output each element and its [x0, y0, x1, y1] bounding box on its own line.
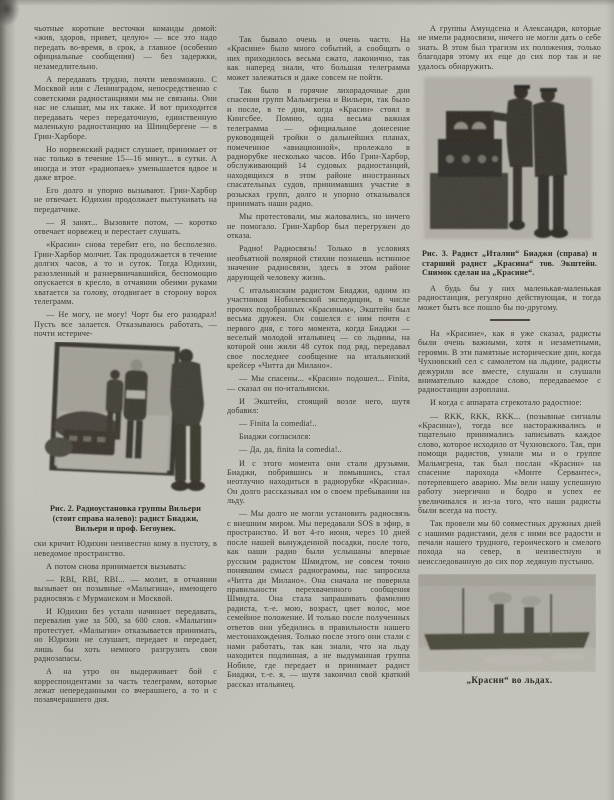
figure-ship-caption: „Красин“ во льдах. [466, 675, 553, 686]
figure-ship-photo [418, 574, 596, 672]
paragraph: А будь бы у них маленькая-маленькая радиостанция, регулярно действующая, и тогда может быть все пошло бы по-другому. [418, 283, 601, 312]
figure-2 [34, 342, 217, 533]
column-2 [227, 0, 410, 800]
paragraph: — RBI, RBI, RBI... — молит, в отчаянии вызывает он позывные «Малыгина», имеющего радиосвязь с Мурманском и Москвой. [34, 574, 217, 603]
paragraph: Но норвежский радист слушает, принимает от нас только в течение 15—16 минут... в сутки. А иногда и этот «радиопаек» уменьшается вдвое и даже втрое. [34, 144, 217, 182]
paragraph: И Юдихин без устали начинает передавать, перевалив уже за 500, за 600 слов. «Малыгин» протестует. «Малыгин» отказывается принимать, но Юдихин не слушает, передает и передает, лишь бы хоть немного разгрузить свои радиозапасы. [34, 606, 217, 664]
column-1 [34, 0, 217, 800]
paragraph: А потом снова принимается вызывать: [46, 561, 187, 571]
paragraph: — Да, да, finita la comedia!.. [239, 445, 342, 455]
figure-2-caption: Рис. 2. Радиоустановка группы Вильери (стоят справа налево): радист Биаджи, Вильери и проф. Бегоунек. [50, 504, 201, 533]
paragraph: На «Красине», как я уже сказал, радисты были очень важными, хотя и незаметными, героями. В эти памятные исторические дни, когда Чухновский сел с самолетом на льдине, радисты дежурили все вместе, слушали и слушали внимательно каждое слово, передаваемое с радиостанции аэроплана. [418, 328, 601, 395]
paragraph: А на утро он выдерживает бой с корреспондентами за часть телеграмм, которые лежат непереданными со вчерашнего, а то и с позавчерашнего дня. [34, 667, 217, 705]
paragraph: Биаджи согласился: [239, 432, 311, 442]
paragraph: — Мы долго не могли установить радиосвязь с внешним миром. Мы передавали SOS в эфир, в пространство. И вот 4-го июня, через 10 дней после нашей вынужденной посадки, после того, как наши радио были услышаны впервые русским радистом Шмидтом, не совсем точно понявшим смысл радиограммы, нас запросила «Читта ди Милано». Она сначала не поверила правильности перехваченного сообщения Шмидта. Она стала запрашивать фамилию радиста, т.-е. мою, возраст, цвет волос, мое семейное положение. И только после полученных ответов они убедились в правильности нашего местонахождения. Только после этого они стали с нами работать, так как знали, что на льду находится подлинная, а не выдуманная группа Нобиле, где передает и принимает радист Биаджи, т.-е. я, — шутя закончил свой краткий рассказ итальянец. [227, 509, 410, 689]
right-edge-shade [606, 0, 614, 800]
figure-3-photo [418, 75, 601, 247]
paragraph: А передавать трудно, почти невозможно. С Москвой или с Ленинградом, непосредственно с советскими радиостанциями мы не связаны. Они нас не слышат, мы их также. И вот приходится передавать через передаточную, единственную маленькую радиостанцию на Шпицбергене — в Грин-Харборе. [34, 74, 217, 141]
paragraph: С итальянским радистом Биаджи, одним из участников Нобилевской экспедиции, в числе прочих подобранных «Красиным», Экштейн был весьма дружен. Он сошелся с ним почти с первого дня, с того момента, когда Биаджи — веселый молодой итальянец — со льдины, на которой они жили 48 суток под ряд, передавал свое последнее сообщение на итальянский крейсер «Читта ди Милано». [227, 285, 410, 371]
paragraph: — Мы спасены... «Красин» подошел... Finita, — сказал он по-итальянски. [227, 374, 410, 393]
paragraph: — Не могу, не могу! Чорт бы его разодрал! Пусть все залается. Отказываюсь работать, — почти истериче- [34, 310, 217, 339]
column-3 [418, 0, 601, 800]
corner-smudge [0, 0, 20, 26]
paragraph: чьотные короткие весточки команды домой: «жив, здоров, привет, целую» — все это надо передать во-время, в срок, а главное (особенно официальные сообщения) — без задержки, незамедлительно. [34, 24, 217, 71]
figure-2-photo [34, 342, 217, 502]
paragraph: И с этого момента они стали друзьями. Биаджи, побрившись и помывшись, стал неотлучно находиться в радиорубке «Красина». Он долго рассказывал им о своем пребывании на льду. [227, 458, 410, 506]
figure-ship [418, 574, 601, 685]
paragraph: Его долго и упорно вызывают. Грин-Харбор не отвечает. Юдихин продолжает выстукивать на передатчике. [34, 186, 217, 214]
paragraph: Так было в горячие лихорадочные дни спасения групп Мальмгрена и Вильери, так было и после, в те дни, когда «Красин» стоял в Кингсбее. Помню, одна весьма важная телеграмма — официальное донесение руководящей тройки о дальнейших планах, помеченное «авиационной», пролежало в радиорубке несколько часов. Ибо Грин-Харбор, обслуживающий 14 судовых радиостанций, находящихся в этом районе иностранных спасательных судов, принимавших участие в розысках групп, долго и упорно отказывался принимать наши радио. [227, 85, 410, 209]
paragraph: ски кричит Юдихин неизвестно кому в пустоту, в неведомое пространство. [34, 539, 217, 558]
paragraph: Мы протестовали, мы жаловались, но ничего не помогало. Грин-Харбор был перегружен до отказа. [227, 212, 410, 241]
paragraph: Так провели мы 60 совместных дружных дней с нашими радистами, деля с ними все радости и печали нашего трудного, героического и смелого похода на север, в неизвестную и неисследованную до сих пор ледяную пустыню. [418, 519, 601, 566]
paragraph: — Я занят... Вызовите потом, — коротко отвечает норвежец и перестает слушать. [34, 217, 217, 237]
section-divider [490, 319, 530, 320]
paragraph: «Красин» снова теребит его, но бесполезно. Грин-Харбор молчит. Так продолжается в течение долгих часов, а то и суток. Тогда Юдихин, разозленный и разнервничавшийся, беспомощно опускается в кресло, в отчаянии обеими руками хватается за голову, отодвигает в сторону ворох телеграмм. [34, 240, 217, 307]
paragraph: И Экштейн, стоящий возле него, шутя добавил: [227, 396, 410, 416]
figure-3 [418, 75, 601, 278]
paragraph: Радио! Радиосвязь! Только в условиях необъятной полярной стихии познаешь истинное значение радиосвязи, здесь в этом районе дарующей человеку жизнь. [227, 244, 410, 282]
paragraph: — Finita la comedia!.. [239, 419, 317, 429]
paragraph: А группы Амундсена и Александри, которые не имели радиосвязи, ничего не могли дать о себе знать. В этом был трагизм их положения, только благодаря этому их еще до сих пор так и не удалось обнаружить. [418, 24, 601, 71]
paragraph: — RKK, RKK, RKK... (позывные сигналы «Красина»), тогда все настораживались и тщательно принимались записывать каждое слово, которое исходило от Чухновского. Так, при помощи радистов, узнали мы и о группе Мальмгрена, так был послан «Красин» на спасение парохода «Монте Сервантес», потерпевшего аварию. Мы вели нашу успешную работу энергично и бодро и успех ее увеличивался и из-за того, что наши радисты были всегда на посту. [418, 411, 601, 516]
figure-3-caption: Рис. 3. Радист „Италии“ Биаджи (справа) и старший радист „Красина“ тов. Экштейн. Снимок сделан на „Красине“. [422, 248, 597, 278]
binding-shadow [0, 0, 16, 800]
paragraph: И когда с аппарата стрекотало радостное: [430, 398, 582, 408]
paragraph: Так бывало очень и очень часто. На «Красине» было много событий, а сообщать о них приходилось весьма сжато, лаконично, так как наперед знали, что большая телеграмма может залежаться и даже совсем не пойти. [227, 35, 410, 82]
